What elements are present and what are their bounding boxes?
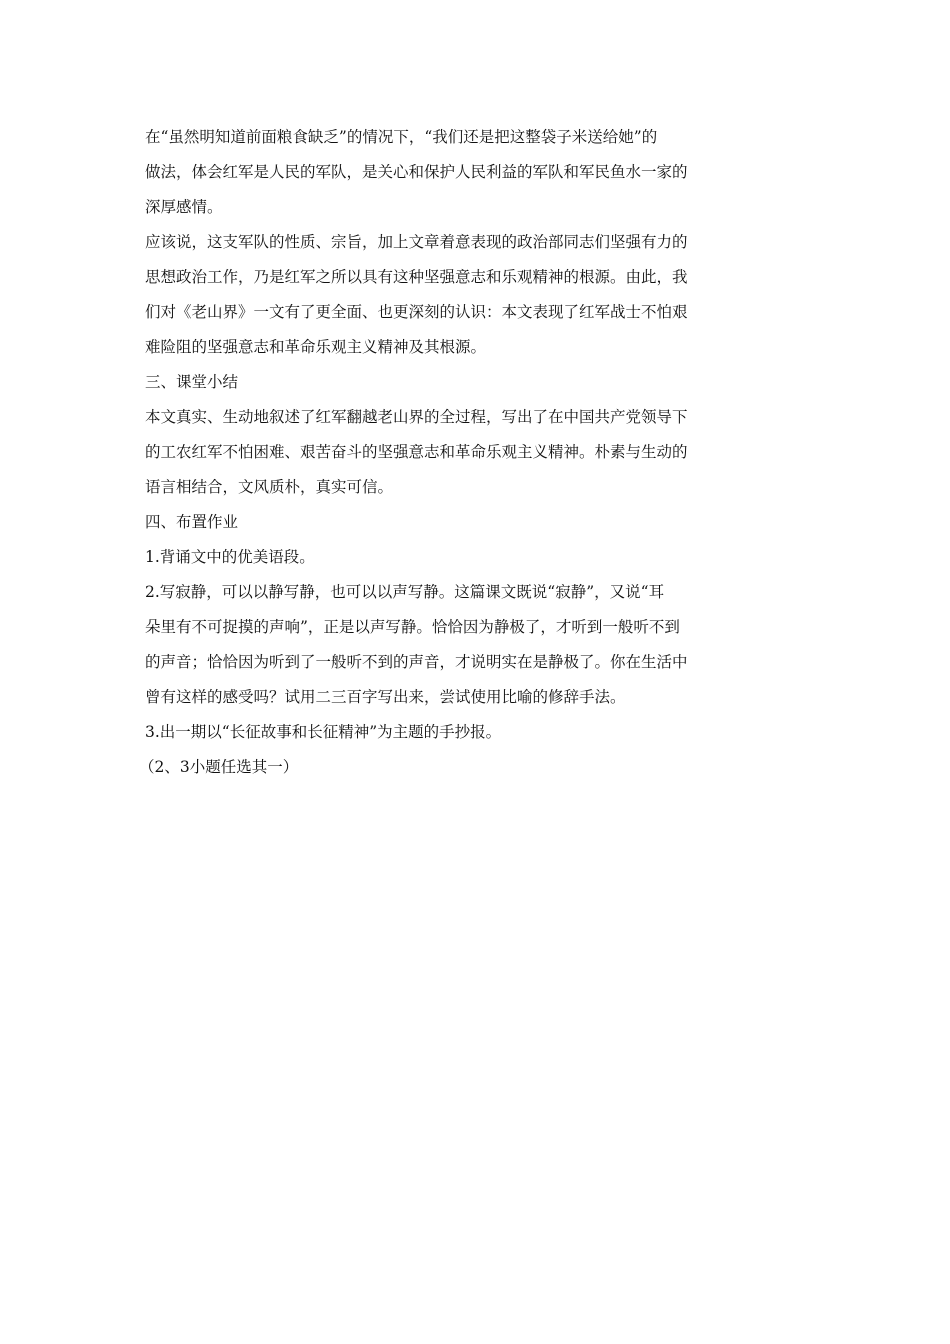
paragraph-1-line-1: 在“虽然明知道前面粮食缺乏”的情况下，“我们还是把这整袋子米送给她”的	[145, 128, 658, 146]
homework-item-2-line-1: 2.写寂静，可以以静写静，也可以以声写静。这篇课文既说“寂静”，又说“耳	[145, 583, 665, 601]
section-3-line-1: 本文真实、生动地叙述了红军翻越老山界的全过程，写出了在中国共产党领导下	[145, 408, 688, 426]
homework-item-2-line-2: 朵里有不可捉摸的声响”，正是以声写静。恰恰因为静极了，才听到一般听不到	[145, 618, 680, 636]
section-3-line-2: 的工农红军不怕困难、艰苦奋斗的坚强意志和革命乐观主义精神。朴素与生动的	[145, 443, 688, 461]
paragraph-2-line-4: 难险阻的坚强意志和革命乐观主义精神及其根源。	[145, 338, 487, 356]
document-body	[139, 120, 737, 785]
homework-item-2-line-4: 曾有这样的感受吗？试用二三百字写出来，尝试使用比喻的修辞手法。	[145, 688, 626, 706]
homework-item-1: 1.背诵文中的优美语段。	[145, 548, 315, 566]
paragraph-2-line-2: 思想政治工作，乃是红军之所以具有这种坚强意志和乐观精神的根源。由此，我	[145, 268, 688, 286]
paragraph-2-line-3: 们对《老山界》一文有了更全面、也更深刻的认识：本文表现了红军战士不怕艰	[145, 303, 688, 321]
section-4-heading: 四、布置作业	[145, 513, 239, 531]
section-3-heading: 三、课堂小结	[145, 373, 239, 391]
paragraph-1-line-2: 做法，体会红军是人民的军队，是关心和保护人民利益的军队和军民鱼水一家的	[145, 163, 688, 181]
homework-item-3: 3.出一期以“长征故事和长征精神”为主题的手抄报。	[145, 723, 502, 741]
paragraph-1-line-3: 深厚感情。	[145, 198, 223, 216]
homework-item-2-line-3: 的声音；恰恰因为听到了一般听不到的声音，才说明实在是静极了。你在生活中	[145, 653, 688, 671]
homework-note: （2、3小题任选其一）	[139, 758, 299, 776]
section-3-line-3: 语言相结合，文风质朴，真实可信。	[145, 478, 394, 496]
paragraph-2-line-1: 应该说，这支军队的性质、宗旨，加上文章着意表现的政治部同志们坚强有力的	[145, 233, 688, 251]
